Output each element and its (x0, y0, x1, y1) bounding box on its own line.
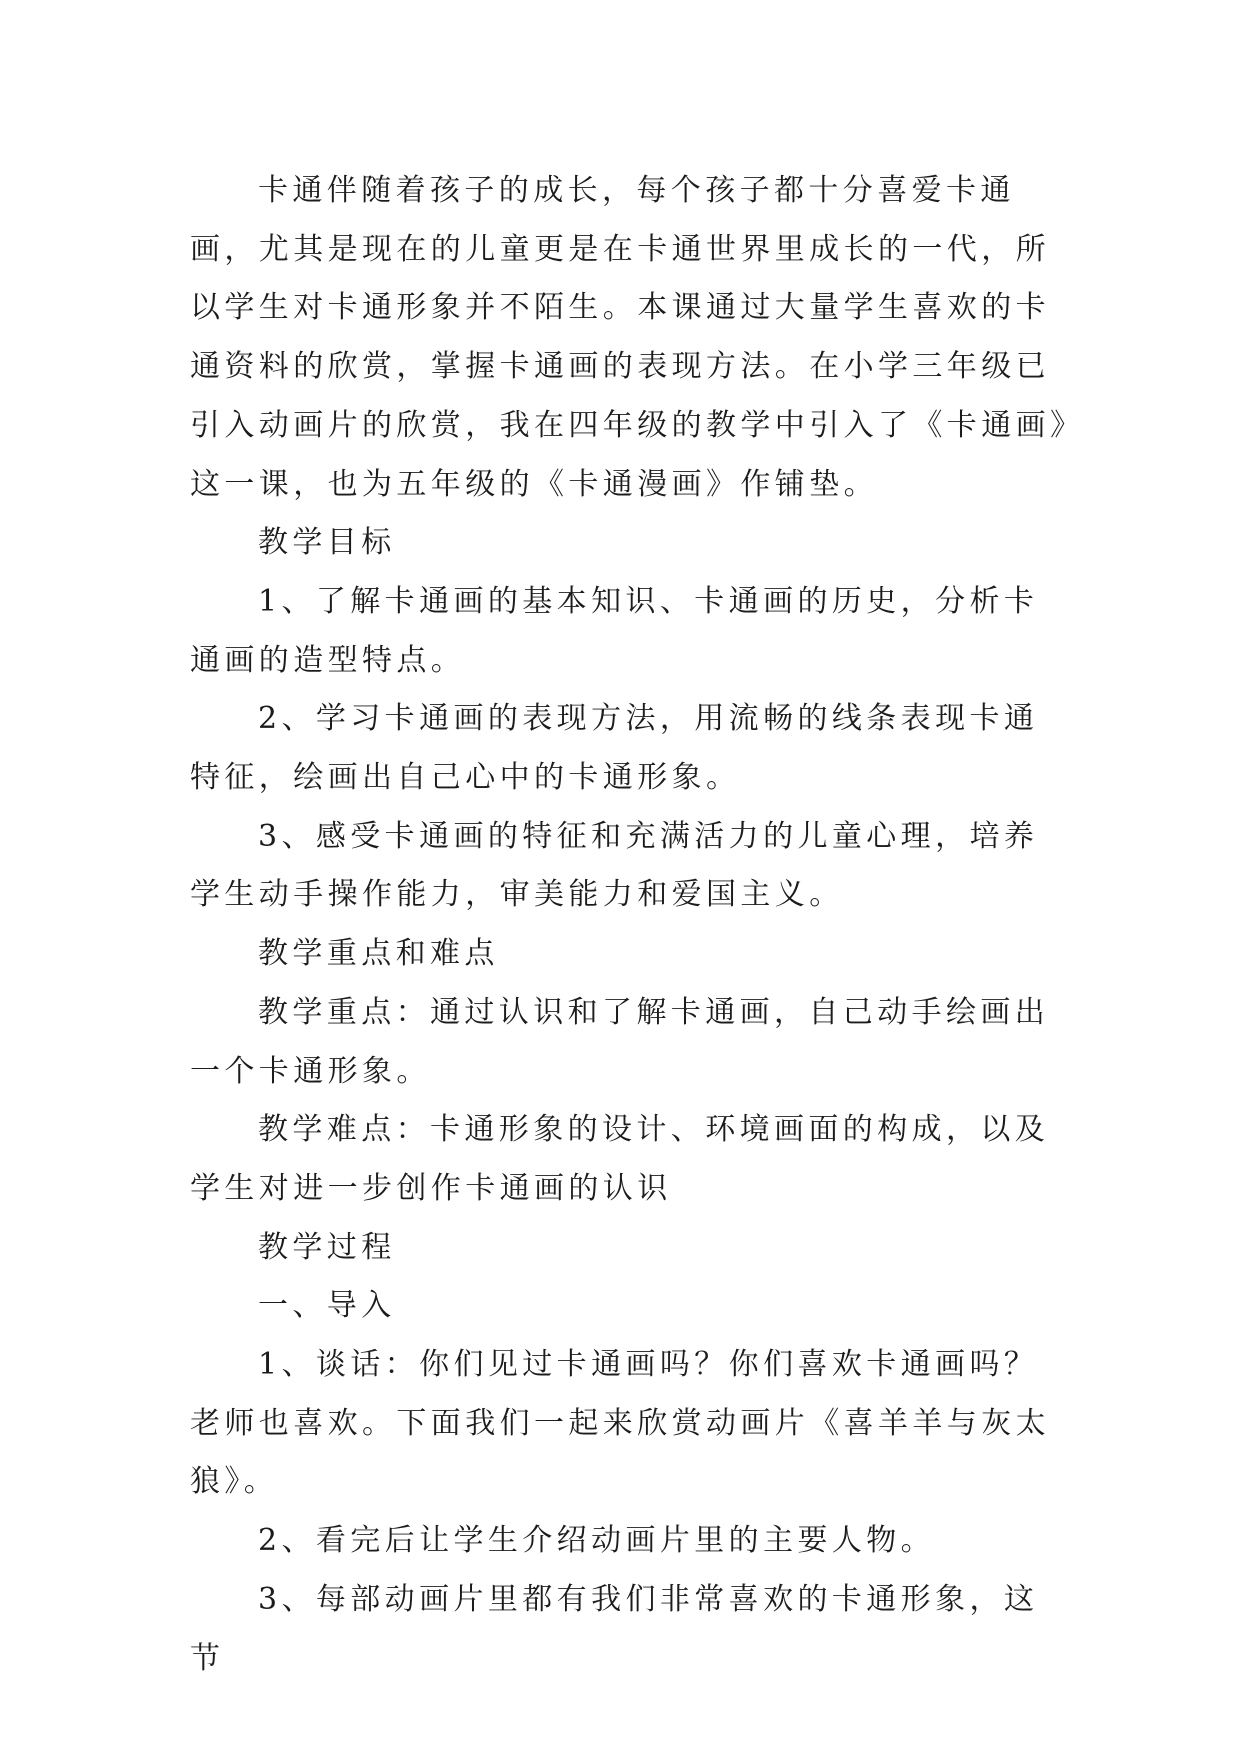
heading-teaching-process: 教学过程 (258, 1229, 396, 1265)
goal-item-3: 3、感受卡通画的特征和充满活力的儿童心理，培养学生动手操作能力，审美能力和爱国主义。 (190, 818, 1039, 913)
heading-teaching-goals: 教学目标 (258, 525, 396, 561)
goal-item-1: 1、了解卡通画的基本知识、卡通画的历史，分析卡通画的造型特点。 (190, 583, 1039, 678)
document-body (190, 162, 1070, 1688)
goal-item-2: 2、学习卡通画的表现方法，用流畅的线条表现卡通特征，绘画出自己心中的卡通形象。 (190, 701, 1039, 796)
process-step-2: 2、看完后让学生介绍动画片里的主要人物。 (258, 1523, 936, 1559)
key-point-paragraph: 教学重点：通过认识和了解卡通画，自己动手绘画出一个卡通形象。 (190, 994, 1050, 1089)
difficulty-paragraph: 教学难点：卡通形象的设计、环境画面的构成，以及学生对进一步创作卡通画的认识 (190, 1112, 1050, 1206)
process-step-1: 1、谈话：你们见过卡通画吗？你们喜欢卡通画吗？老师也喜欢。下面我们一起来欣赏动画片《喜羊羊与灰太狼》。 (190, 1347, 1050, 1500)
process-step-3: 3、每部动画片里都有我们非常喜欢的卡通形象，这节 (190, 1581, 1039, 1676)
section-introduction: 一、导入 (258, 1288, 396, 1324)
intro-paragraph: 卡通伴随着孩子的成长，每个孩子都十分喜爱卡通画，尤其是现在的儿童更是在卡通世界里成长的一代，所以学生对卡通形象并不陌生。本课通过大量学生喜欢的卡通资料的欣赏，掌握卡通画的表现方法。在小学三年级已引入动画片的欣赏，我在四年级的教学中引入了《卡通画》这一课，也为五年级的《卡通漫画》作铺垫。 (190, 173, 1070, 502)
heading-key-points: 教学重点和难点 (258, 936, 499, 972)
